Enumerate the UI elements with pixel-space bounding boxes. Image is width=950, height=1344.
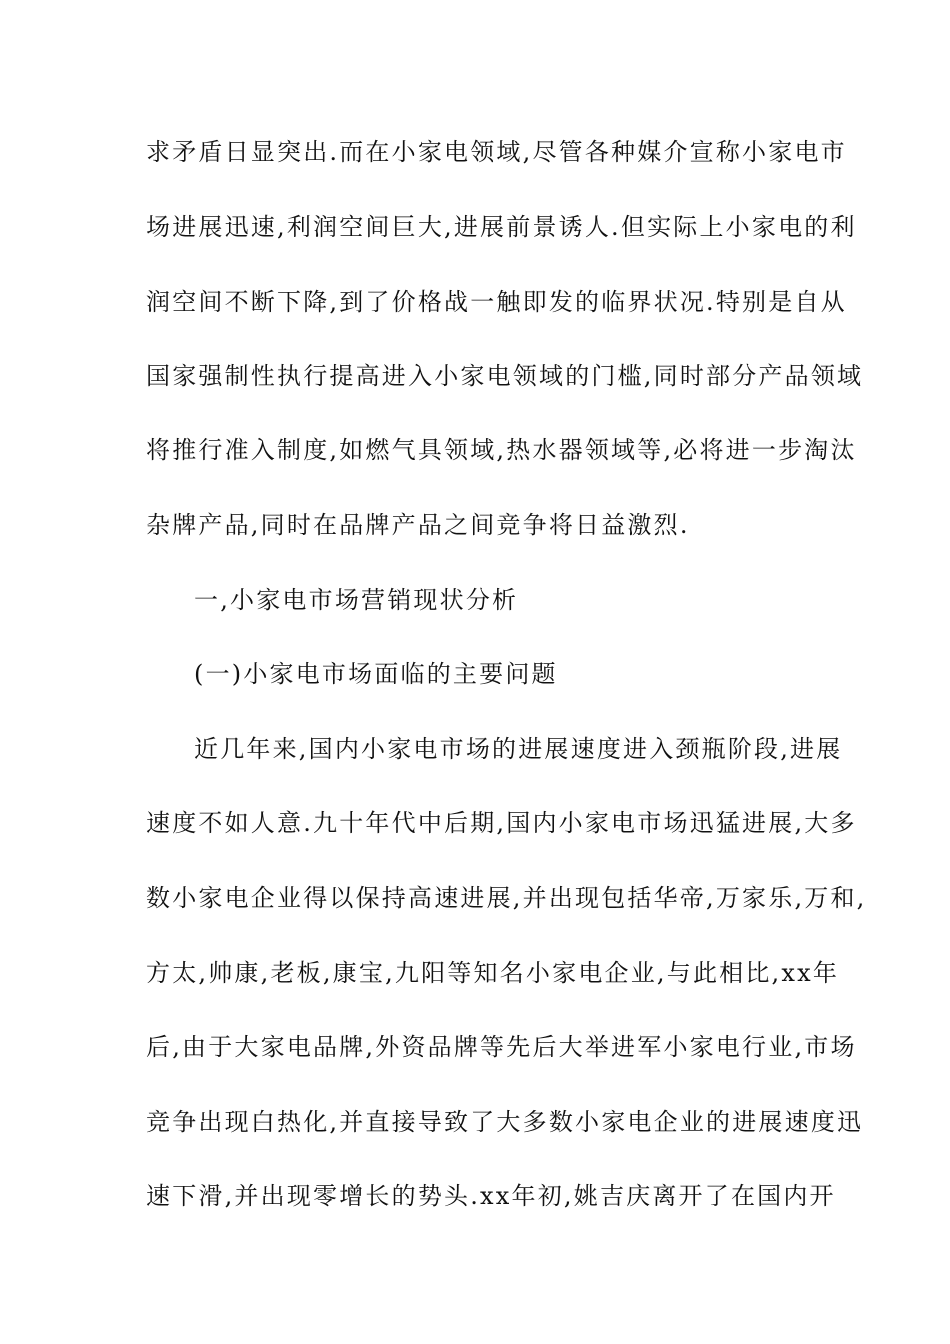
paragraph-line: 杂牌产品,同时在品牌产品之间竞争将日益激烈. xyxy=(146,511,690,539)
paragraph-line: 速度不如人意.九十年代中后期,国内小家电市场迅猛进展,大多 xyxy=(146,809,857,837)
paragraph-line: 后,由于大家电品牌,外资品牌等先后大举进军小家电行业,市场 xyxy=(146,1033,857,1061)
subsection-heading: (一)小家电市场面临的主要问题 xyxy=(194,660,558,688)
paragraph-line: 数小家电企业得以保持高速进展,并出现包括华帝,万家乐,万和, xyxy=(146,884,867,912)
paragraph-line: 场进展迅速,利润空间巨大,进展前景诱人.但实际上小家电的利 xyxy=(146,213,857,241)
paragraph-line: 速下滑,并出现零增长的势头.xx年初,姚吉庆离开了在国内开 xyxy=(146,1182,836,1210)
paragraph-line: 润空间不断下降,到了价格战一触即发的临界状况.特别是自从 xyxy=(146,288,847,316)
paragraph-line: 近几年来,国内小家电市场的进展速度进入颈瓶阶段,进展 xyxy=(194,735,843,763)
section-heading: 一,小家电市场营销现状分析 xyxy=(194,586,519,614)
paragraph-line: 求矛盾日显突出.而在小家电领域,尽管各种媒介宣称小家电市 xyxy=(146,138,847,166)
paragraph-line: 竞争出现白热化,并直接导致了大多数小家电企业的进展速度迅 xyxy=(146,1108,864,1136)
paragraph-line: 方太,帅康,老板,康宝,九阳等知名小家电企业,与此相比,xx年 xyxy=(146,959,840,987)
paragraph-line: 国家强制性执行提高进入小家电领域的门槛,同时部分产品领域 xyxy=(146,362,864,390)
paragraph-line: 将推行准入制度,如燃气具领域,热水器领域等,必将进一步淘汰 xyxy=(146,436,857,464)
